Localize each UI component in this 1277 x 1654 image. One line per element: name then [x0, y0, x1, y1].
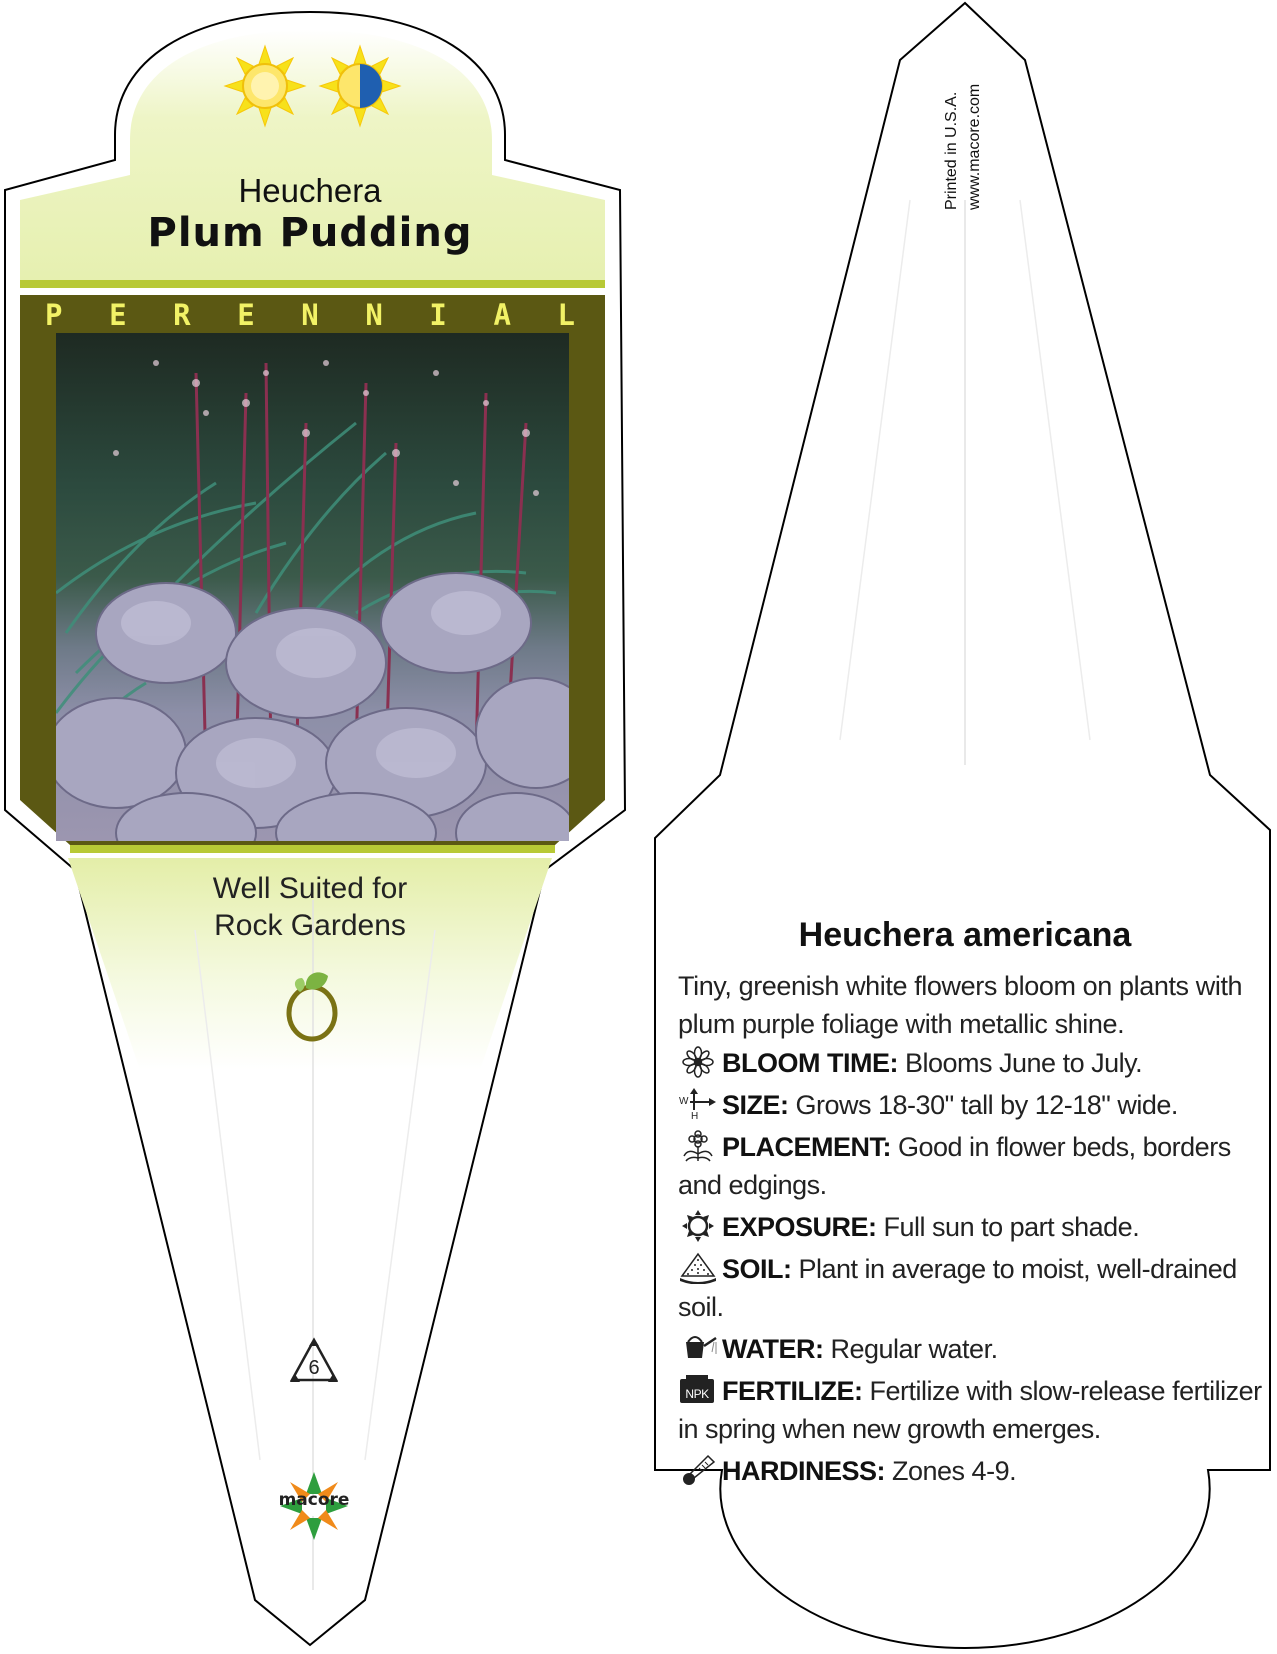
attribute-label: WATER: [722, 1334, 824, 1364]
sun-icon [678, 1210, 718, 1242]
description-line: plum purple foliage with metallic shine. [678, 1009, 1125, 1039]
attribute-value: Grows 18-30" tall by 12-18" wide. [788, 1090, 1178, 1120]
watering-can-icon [678, 1332, 718, 1364]
category-letter: L [557, 298, 575, 332]
flower-icon [678, 1046, 718, 1078]
attribute-value: Regular water. [823, 1334, 998, 1364]
description [678, 967, 1258, 1043]
genus-name: Heuchera [238, 172, 382, 209]
feature-text [160, 870, 460, 944]
npk-icon [678, 1374, 718, 1406]
attribute-hardiness [678, 1452, 1263, 1490]
category-letter: N [365, 298, 383, 332]
species-name: Heuchera americana [798, 916, 1132, 954]
category-letter: I [429, 298, 447, 332]
printed-in: Printed in U.S.A. [943, 91, 960, 210]
plant-photo [56, 333, 569, 841]
header-band [20, 280, 605, 288]
category-letter: R [173, 298, 191, 332]
size-h-label: H [691, 1111, 698, 1120]
category-letter: E [237, 298, 255, 332]
recycle-number: 6 [308, 1357, 320, 1379]
feature-line: Rock Gardens [214, 909, 406, 942]
attribute-label: BLOOM TIME: [722, 1048, 898, 1078]
size-icon [678, 1088, 718, 1120]
soil-icon [678, 1252, 718, 1284]
attribute-soil [678, 1250, 1263, 1326]
attribute-value: Zones 4-9. [885, 1456, 1017, 1486]
attribute-value: Blooms June to July. [897, 1048, 1143, 1078]
attribute-value: Full sun to part shade. [876, 1212, 1140, 1242]
recycle-icon [286, 1336, 342, 1386]
attribute-list [678, 1044, 1263, 1494]
variety-name: Plum Pudding [147, 210, 473, 256]
placement-icon [678, 1130, 718, 1162]
attribute-bloom-time [678, 1044, 1263, 1082]
attribute-label: FERTILIZE: [722, 1376, 863, 1406]
attribute-size [678, 1086, 1263, 1124]
part-shade-icon [320, 46, 400, 126]
category-label [45, 298, 575, 332]
category-letter: E [109, 298, 127, 332]
category-letter: A [493, 298, 511, 332]
website: www.macore.com [966, 83, 983, 210]
seed-logo-icon [284, 970, 344, 1042]
attribute-label: SIZE: [722, 1090, 789, 1120]
brand-name: macore [278, 1490, 350, 1510]
printed-in-notice [940, 84, 986, 210]
feature-line: Well Suited for [212, 872, 408, 905]
light-icons [220, 44, 420, 134]
category-letter: N [301, 298, 319, 332]
category-letter: P [45, 298, 63, 332]
attribute-label: HARDINESS: [722, 1456, 886, 1486]
attribute-exposure [678, 1208, 1263, 1246]
attribute-fertilize [678, 1372, 1263, 1448]
size-w-label: W [679, 1096, 688, 1107]
full-sun-icon [225, 46, 305, 126]
npk-label: NPK [685, 1387, 709, 1401]
attribute-value: Fertilize with slow-release fertilizer in spring when new growth emerges. [678, 1376, 1262, 1444]
thermometer-icon [678, 1454, 718, 1486]
attribute-label: SOIL: [722, 1254, 792, 1284]
attribute-value: Good in flower beds, borders and edgings. [678, 1132, 1231, 1200]
attribute-label: EXPOSURE: [722, 1212, 877, 1242]
description-line: Tiny, greenish white flowers bloom on plants with [678, 971, 1243, 1001]
attribute-placement [678, 1128, 1263, 1204]
attribute-value: Plant in average to moist, well-drained soil. [678, 1254, 1237, 1322]
attribute-water [678, 1330, 1263, 1368]
attribute-label: PLACEMENT: [722, 1132, 891, 1162]
